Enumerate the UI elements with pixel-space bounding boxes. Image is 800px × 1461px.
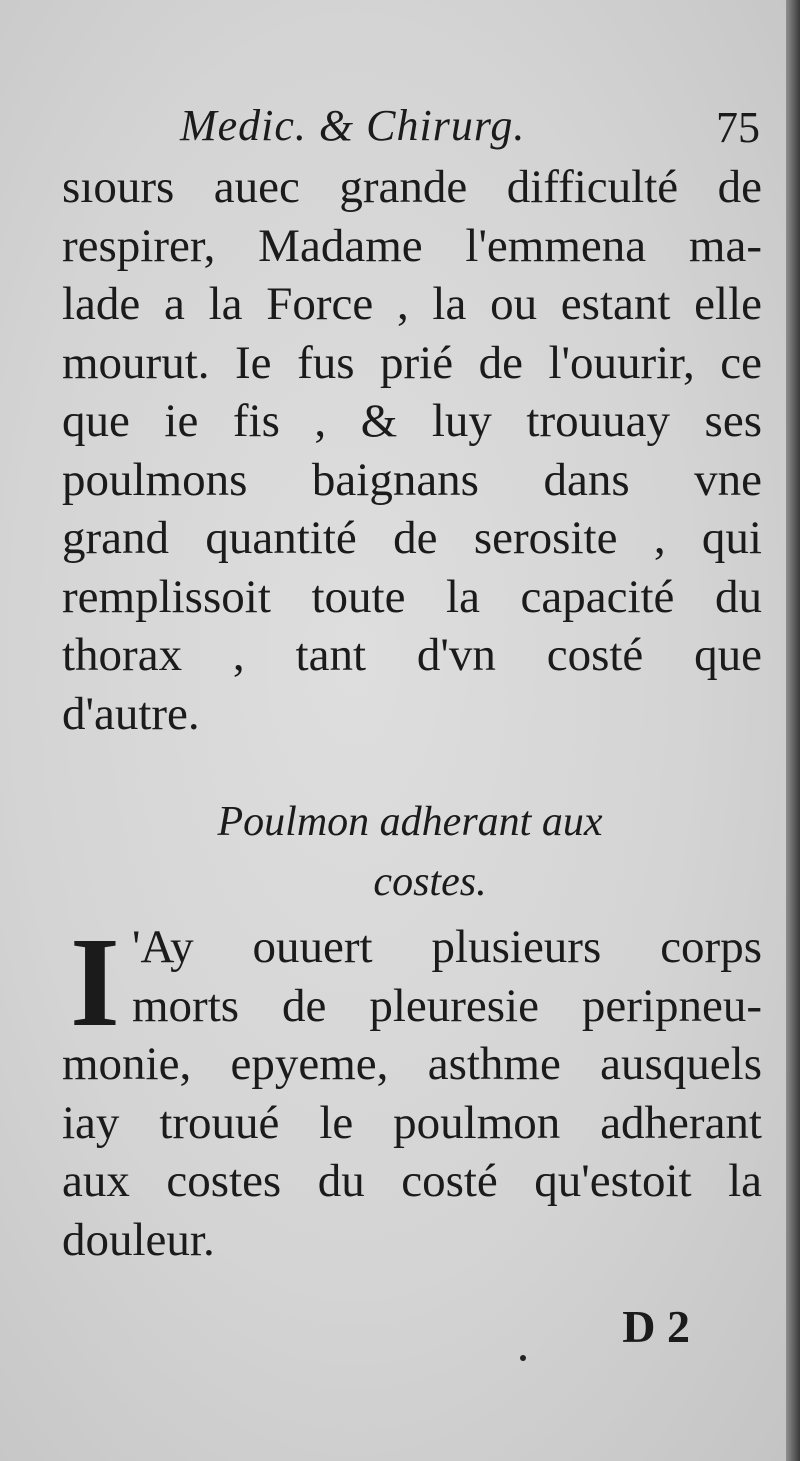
text-line: douleur. [62,1213,215,1266]
paragraph-1 [62,158,762,743]
text-line: iay trouué le poulmon adherant [62,1096,762,1149]
section-heading: Poulmon adherant aux [217,799,603,845]
text-line: que ie fis , & luy trouuay ses [62,395,762,447]
text-line: remplissoit toute la capacité du [62,570,762,623]
running-head: Medic. & Chirurg. [180,101,526,150]
text-line: grand quantité de serosite , qui [62,512,762,564]
page-edge [786,0,800,1461]
section-heading-continued: costes. [373,859,487,905]
drop-cap-initial: I [70,911,120,1053]
page-header [180,100,760,160]
text-line: poulmons baignans dans vne [62,453,762,506]
text-line: morts de pleuresie peripneu- [132,979,762,1032]
text-line: 'Ay ouuert plusieurs corps [132,921,762,973]
text-line: mourut. Ie fus prié de l'ouurir, ce [62,336,762,389]
signature-mark: D 2 [622,1301,690,1352]
text-line: sıours auec grande difficulté de [62,161,762,213]
text-line: respirer, Madame l'emmena ma- [62,219,762,272]
text-line: aux costes du costé qu'estoit la [62,1155,762,1207]
text-line: d'autre. [62,687,200,740]
text-line: lade a la Force , la ou estant elle [62,278,762,330]
paragraph-2 [62,911,762,1269]
text-line: monie, epyeme, asthme ausquels [62,1038,762,1090]
page-number: 75 [716,103,760,152]
ink-dot [520,1355,526,1361]
text-line: thorax , tant d'vn costé que [62,629,762,681]
